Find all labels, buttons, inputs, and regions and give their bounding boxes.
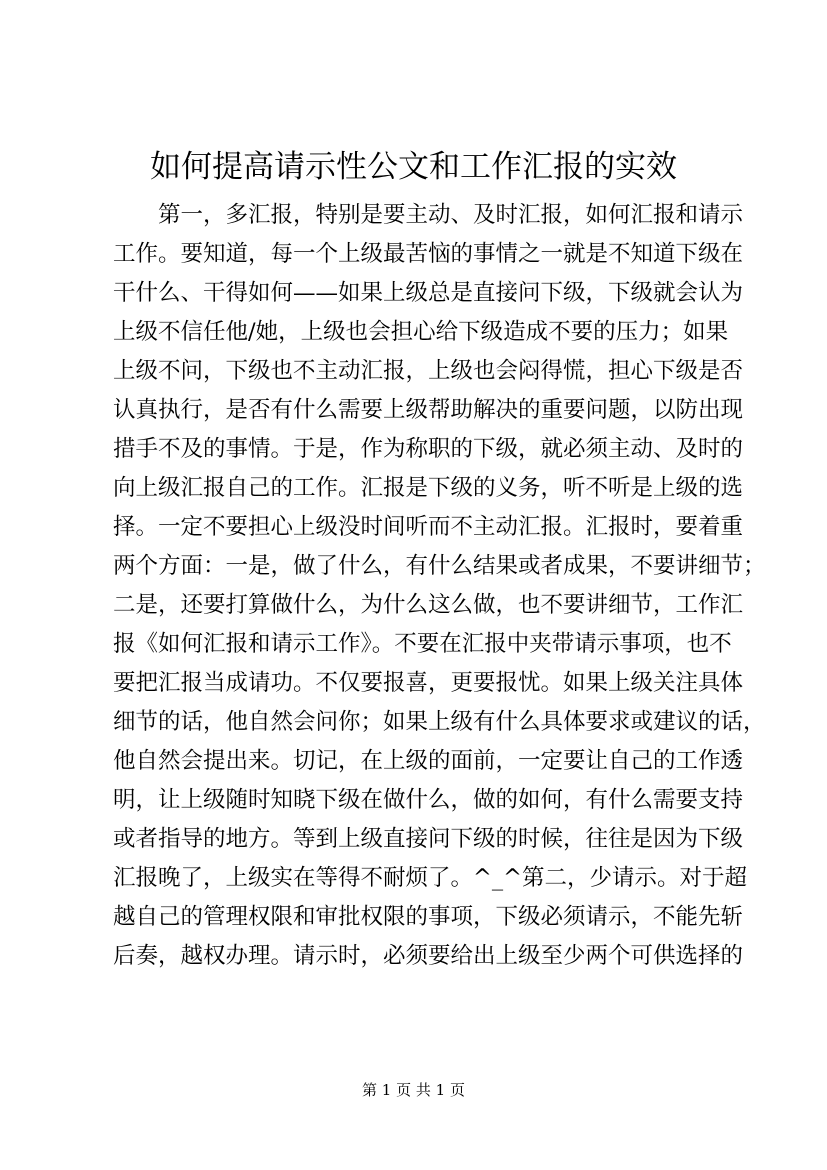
- body-text: [113, 196, 766, 976]
- body-line: 二是，还要打算做什么，为什么这么做，也不要讲细节，工作汇: [113, 592, 744, 618]
- body-line: 措手不及的事情。于是，作为称职的下级，就必须主动、及时的: [113, 436, 744, 462]
- body-line: 后奏，越权办理。请示时，必须要给出上级至少两个可供选择的: [113, 943, 744, 969]
- body-line: 他自然会提出来。切记，在上级的面前，一定要让自己的工作透: [113, 748, 744, 774]
- page-title: 如何提高请示性公文和工作汇报的实效: [150, 149, 677, 185]
- body-line: 工作。要知道，每一个上级最苦恼的事情之一就是不知道下级在: [113, 241, 744, 267]
- body-line: 上级不问，下级也不主动汇报，上级也会闷得慌，担心下级是否: [113, 358, 744, 384]
- body-line: 认真执行，是否有什么需要上级帮助解决的重要问题，以防出现: [113, 397, 744, 423]
- body-line: 干什么、干得如何——如果上级总是直接问下级，下级就会认为: [113, 280, 744, 306]
- body-line: 两个方面：一是，做了什么，有什么结果或者成果，不要讲细节；: [113, 553, 766, 579]
- body-line: 向上级汇报自己的工作。汇报是下级的义务，听不听是上级的选: [113, 475, 744, 501]
- body-line: 细节的话，他自然会问你；如果上级有什么具体要求或建议的话，: [113, 709, 766, 735]
- body-line: 汇报晚了，上级实在等得不耐烦了。^_^第二，少请示。对于超: [113, 865, 747, 891]
- body-line: 要把汇报当成请功。不仅要报喜，更要报忧。如果上级关注具体: [113, 670, 744, 696]
- body-line: 上级不信任他/她，上级也会担心给下级造成不要的压力；如果: [113, 319, 729, 345]
- page-footer: 第 1 页 共 1 页: [362, 1081, 465, 1099]
- body-line: 或者指导的地方。等到上级直接问下级的时候，往往是因为下级: [113, 826, 744, 852]
- body-line: 越自己的管理权限和审批权限的事项，下级必须请示，不能先斩: [113, 904, 744, 930]
- body-line: 第一，多汇报，特别是要主动、及时汇报，如何汇报和请示: [158, 202, 744, 228]
- body-line: 报《如何汇报和请示工作》。不要在汇报中夹带请示事项，也不: [113, 631, 732, 657]
- body-line: 择。一定不要担心上级没时间听而不主动汇报。汇报时，要着重: [113, 514, 744, 540]
- body-line: 明，让上级随时知晓下级在做什么，做的如何，有什么需要支持: [113, 787, 744, 813]
